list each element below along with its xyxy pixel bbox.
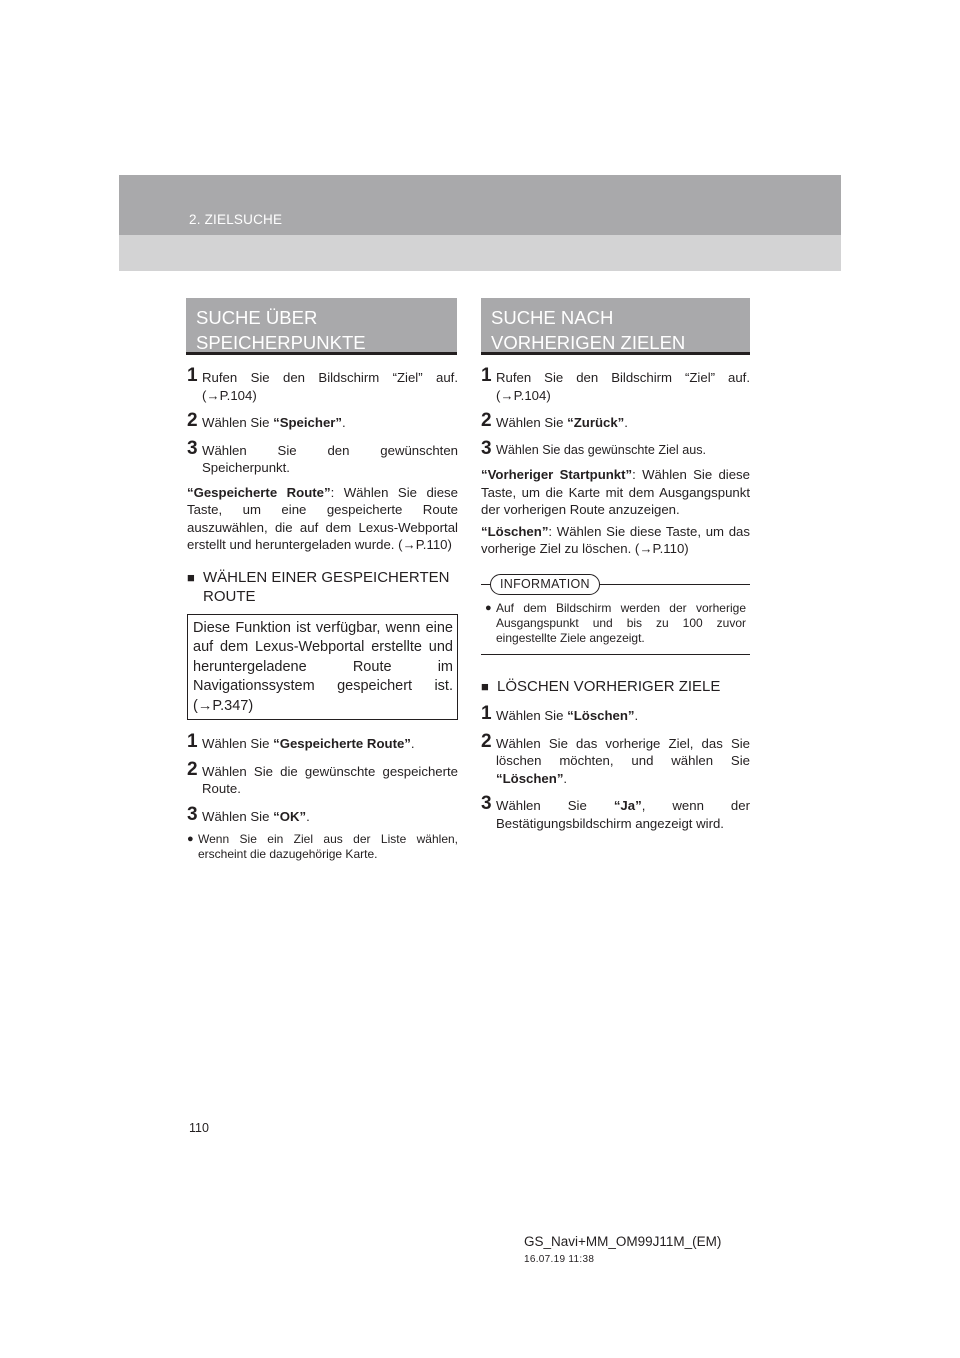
step-number: 2 [187,410,198,431]
step-text-prefix: Wählen Sie [202,736,274,751]
step-text-suffix: , wenn der Bestätigungsbildschirm angezeigt wird. [496,798,750,831]
description-text: : Wählen Sie diese Taste, um eine gespeicherte Route auszuwählen, die auf dem Lexus-Webportal erstellt und heruntergeladen wurde. (→P.110) [187,484,458,552]
button-name: “Gespeicherte Route” [273,736,411,751]
step-text [496,794,750,832]
info-bullet [485,601,746,646]
hint-text: Wenn Sie ein Ziel aus der Liste wählen, erscheint die dazugehörige Karte. [198,832,458,861]
information-label: INFORMATION [490,574,600,596]
button-name: “Ja” [613,798,642,813]
step-text-prefix: Wählen Sie [496,415,568,430]
left-column [187,366,458,862]
step-number: 3 [187,437,198,459]
subheading-waehlen-route [187,568,458,606]
document-date: 16.07.19 11:38 [524,1254,595,1265]
step-number: 1 [481,365,492,386]
step-text [202,732,458,753]
step-2 [187,411,458,432]
step-text [202,411,458,432]
step-text-prefix: Wählen Sie [496,708,568,723]
subheading-text: LÖSCHEN VORHERIGER ZIELE [497,678,721,695]
step-number: 2 [187,758,198,780]
step-2 [481,411,750,432]
step-text-suffix: . [342,415,346,430]
button-name: “OK” [273,808,307,824]
step-text [202,805,458,826]
button-name: “Löschen” [496,770,564,786]
step-text-suffix: . [624,415,628,430]
step-text-prefix: Wählen Sie [496,798,614,813]
step-1 [187,366,458,404]
step-1 [481,366,750,404]
step-text-prefix: Wählen Sie das vorherige Ziel, das Sie löschen möchten, und wählen Sie [496,735,750,768]
step-3 [187,439,458,477]
step-text: Rufen Sie den Bildschirm “Ziel” auf. (→P.104) [496,370,750,403]
document-code: GS_Navi+MM_OM99J11M_(EM) [524,1234,722,1249]
step-number: 3 [481,437,492,459]
substep-3 [187,805,458,826]
step-text: Wählen Sie die gewünschte gespeicherte Route. [202,763,458,796]
button-name: “Speicher” [273,415,343,430]
step-number: 2 [481,730,492,752]
hint-bullet [187,832,458,862]
description-text: : Wählen Sie diese Taste, um die Karte mit dem Ausgangspunkt der vorherigen Route anzuzeigen. [481,467,750,517]
button-name: “Löschen” [481,523,549,539]
step-number: 1 [187,731,198,752]
square-bullet-icon: ■ [187,569,195,585]
subheading-text: WÄHLEN EINER GESPEICHERTEN ROUTE [203,568,450,605]
substep-2 [187,760,458,798]
section-heading-vorherige-ziele: SUCHE NACH VORHERIGEN ZIELEN [481,298,750,355]
step-number: 3 [187,803,198,825]
step-text-prefix: Wählen Sie [202,415,274,430]
button-name: “Gespeicherte Route” [187,484,331,500]
vorheriger-startpunkt-description [481,466,750,519]
page-number: 110 [189,1121,209,1135]
step-text [496,411,750,432]
loeschen-description [481,523,750,558]
button-name: “Zurück” [567,415,625,430]
button-name: “Löschen” [567,708,635,723]
substep-1 [481,704,750,725]
note-box: Diese Funktion ist verfügbar, wenn eine auf dem Lexus-Webportal erstellte und heruntergeladene Route im Navigationssystem gespeichert ist. (→P.347) [187,614,458,721]
section-label: 2. ZIELSUCHE [189,212,283,227]
gespeicherte-route-description [187,484,458,554]
info-text: Auf dem Bildschirm werden der vorherige Ausgangspunkt und bis zu 100 zuvor eingestellte Ziele angezeigt. [496,601,746,645]
step-text-suffix: . [306,808,310,824]
square-bullet-icon: ■ [481,679,489,694]
step-number: 3 [481,793,492,814]
step-text: Wählen Sie das gewünschte Ziel aus. [496,442,707,457]
subheading-loeschen [481,677,750,696]
step-text-prefix: Wählen Sie [202,808,274,824]
step-number: 2 [481,410,492,431]
right-column [481,366,750,839]
bullet-dot-icon: ● [485,602,492,614]
step-number: 1 [187,365,198,386]
description-text: : Wählen Sie diese Taste, um das vorherige Ziel zu löschen. (→P.110) [481,523,750,556]
step-text [496,732,750,788]
step-text [496,704,750,725]
information-section [481,574,750,656]
substep-2 [481,732,750,788]
step-number: 1 [481,703,492,724]
step-text: Wählen Sie den gewünschten Speicherpunkt. [202,442,458,475]
step-3 [481,439,750,460]
button-name: “Vorheriger Startpunkt” [481,467,633,482]
section-heading-speicherpunkte: SUCHE ÜBER SPEICHERPUNKTE [186,298,457,355]
substep-3 [481,794,750,832]
step-text-suffix: . [634,708,639,723]
step-text: Rufen Sie den Bildschirm “Ziel” auf. (→P.104) [202,370,458,403]
substep-1 [187,732,458,753]
step-text-suffix: . [410,736,415,751]
bullet-dot-icon: ● [187,833,194,845]
step-text-suffix: . [563,770,568,786]
